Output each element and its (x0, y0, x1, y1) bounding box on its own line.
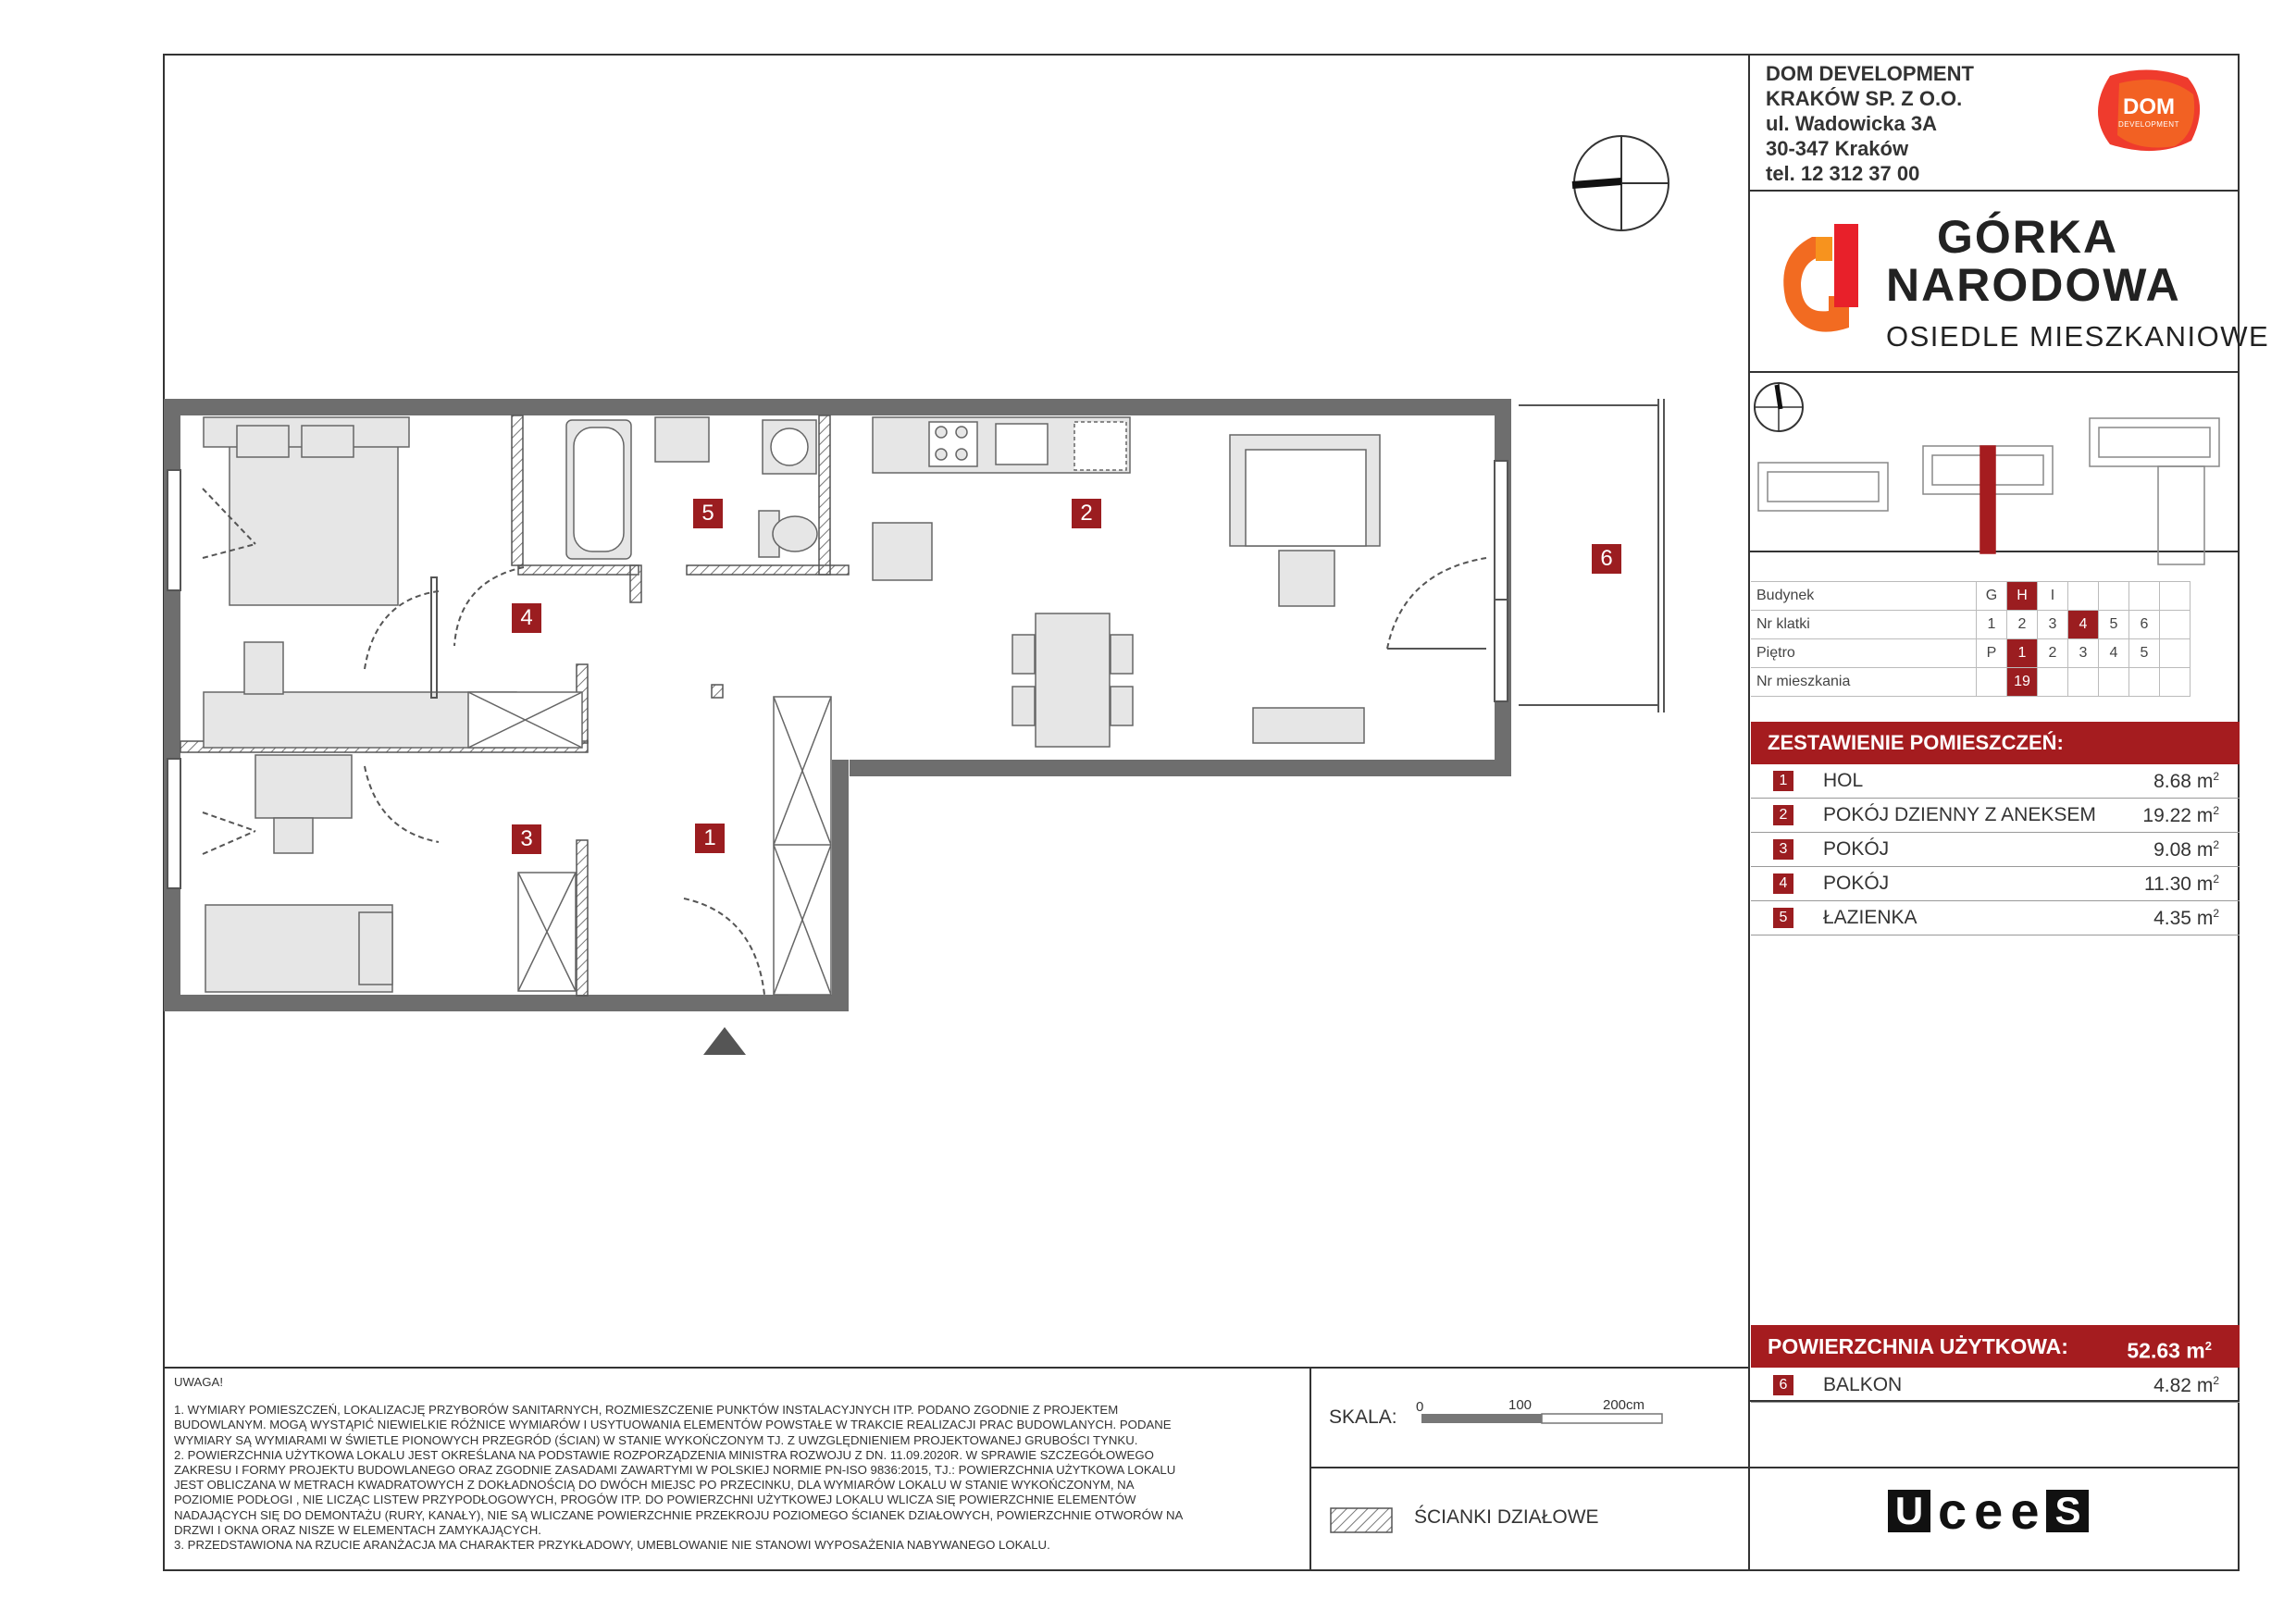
gorka-narodowa-logo (1775, 218, 1882, 348)
apartment-label: Nr mieszkania (1751, 668, 1977, 697)
staircase-row (1751, 611, 2191, 639)
plan-room-number: 5 (693, 499, 723, 528)
total-area-value: 52.63 $m^2$ (2127, 1338, 2212, 1363)
floor-row (1751, 639, 2191, 668)
notes-line: POZIOMIE PODŁOGI , NIE LICZĄC LISTEW PRZYPODŁOGOWYCH, PROGÓW ITP. DO POWIERZCHNI UŻYTKOWEJ LOKALU WLICZA SIĘ POWIERZCHNIE ELEMENTÓW (174, 1493, 1136, 1507)
legend-hatch-swatch (1331, 1508, 1392, 1532)
floor-option-selected: 1 (2007, 639, 2038, 668)
room-area: 8.68 $m^2$ (2153, 770, 2219, 792)
notes-line: DRZWI I OKNA ORAZ NISZE W ELEMENTACH ZAMYKAJĄCYCH. (174, 1522, 541, 1537)
staircase-option: 5 (2099, 611, 2129, 639)
balcony-area: 4.82 $m^2$ (2153, 1374, 2219, 1396)
total-area (1751, 1325, 2240, 1368)
building-option: G (1977, 582, 2007, 611)
room-name: POKÓJ (1823, 873, 1890, 894)
room-number: 1 (1773, 771, 1793, 791)
staircase-option: 6 (2129, 611, 2160, 639)
scale-bar (1421, 1414, 1662, 1423)
furniture (204, 417, 1380, 995)
apartment-number: 19 (2007, 668, 2038, 697)
floor-label: Piętro (1751, 639, 1977, 668)
room-area: 9.08 $m^2$ (2153, 838, 2219, 861)
room-name: POKÓJ DZIENNY Z ANEKSEM (1823, 804, 2096, 825)
balcony-number: 6 (1773, 1375, 1793, 1395)
notes-heading: UWAGA! (174, 1375, 223, 1389)
dom-logo-subtext: DEVELOPMENT (2118, 120, 2179, 129)
company-city: 30-347 Kraków (1766, 137, 1909, 160)
room-row (1751, 901, 2240, 935)
staircase-option: 1 (1977, 611, 2007, 639)
building-row (1751, 582, 2191, 611)
company-street: ul. Wadowicka 3A (1766, 112, 1938, 135)
company-phone: tel. 12 312 37 00 (1766, 162, 1920, 185)
notes-line: 1. WYMIARY POMIESZCZEŃ, LOKALIZACJĘ PRZYBORÓW SANITARNYCH, ROZMIESZCZENIE PUNKTÓW INSTALACYJNYCH ITP. PODANO ZGODNIE Z PROJEKTEM (174, 1403, 1119, 1418)
room-row (1751, 799, 2240, 833)
floor-option: 4 (2099, 639, 2129, 668)
floor-option: 5 (2129, 639, 2160, 668)
notes-line: BUDOWLANYM. MOGĄ WYSTĄPIĆ NIEWIELKIE RÓŻNICE WYMIARÓW I USYTUOWANIA ELEMENTÓW POWSTAŁE W TRAKCIE REALIZACJI PRAC BUDOWLANYCH. PODANE (174, 1418, 1172, 1432)
floor-option: 2 (2038, 639, 2068, 668)
project-subtitle: OSIEDLE MIESZKANIOWE (1886, 320, 2270, 353)
balcony-name: BALKON (1823, 1374, 1903, 1395)
dom-logo-text: DOM (2123, 94, 2175, 119)
building-option-selected: H (2007, 582, 2038, 611)
room-name: HOL (1823, 770, 1864, 791)
ucees-logo (1888, 1481, 2089, 1540)
room-row (1751, 867, 2240, 901)
notes-line: WYMIARY SĄ WYMIARAMI W ŚWIETLE PIONOWYCH PRZEGRÓD (ŚCIAN) W STANIE WYKOŃCZONYM TJ. Z UWZGLĘDNIENIEM PROJEKTOWANEJ GRUBOŚCI TYNKU. (174, 1432, 1138, 1447)
staircase-option-selected: 4 (2068, 611, 2099, 639)
plan-room-number: 4 (512, 603, 541, 633)
balcony-row (1751, 1369, 2240, 1403)
notes-line: JEST OBLICZANA W METRACH KWADRATOWYCH Z DOKŁADNOŚCIĄ DO DWÓCH MIEJSC PO PRZECINKU, DLA WYMIARÓW LOKALU W STANIE WYKOŃCZONYM, NA (174, 1478, 1135, 1493)
room-number: 3 (1773, 839, 1793, 860)
scale-mark: 0 (1416, 1399, 1424, 1415)
notes-line: 2. POWIERZCHNIA UŻYTKOWA LOKALU JEST OKREŚLANA NA PODSTAWIE ROZPORZĄDZENIA MINISTRA ROZWOJU Z DN. 11.09.2020R. W SPRAWIE SZCZEGÓŁOWEGO (174, 1447, 1154, 1462)
plan-room-number: 1 (695, 824, 725, 853)
plan-room-number: 3 (512, 824, 541, 854)
scale-mark: 100 (1508, 1397, 1533, 1413)
room-area: 19.22 $m^2$ (2142, 804, 2219, 826)
room-number: 5 (1773, 908, 1793, 928)
total-area-label: POWIERZCHNIA UŻYTKOWA: (1768, 1334, 2068, 1358)
room-row (1751, 833, 2240, 867)
notes (174, 1375, 1294, 1553)
room-area: 11.30 $m^2$ (2143, 873, 2219, 895)
staircase-option: 3 (2038, 611, 2068, 639)
building-label: Budynek (1751, 582, 1977, 611)
staircase-option: 2 (2007, 611, 2038, 639)
compass-icon (1572, 136, 1669, 230)
project-name-line1: GÓRKA (1937, 211, 2119, 263)
scale-mark: 200cm (1603, 1397, 1645, 1413)
apartment-row (1751, 668, 2191, 697)
ucees-letter: S (2046, 1490, 2089, 1532)
notes-line: 3. PRZEDSTAWIONA NA RZUCIE ARANŻACJA MA CHARAKTER PRZYKŁADOWY, UMEBLOWANIE NIE STANOWI WYPOSAŻENIA NABYWANEGO LOKALU. (174, 1538, 1050, 1553)
notes-line: NADAJĄCYCH SIĘ DO DEMONTAŻU (RURY, KANAŁY), NIE SĄ WLICZANE POWIERZCHNIE PRZEKROJU POZIOMEGO ŚCIANEK DZIAŁOWYCH, POWIERZCHNIE OTWORÓW NA (174, 1507, 1184, 1522)
key-plan (1755, 383, 2219, 564)
ucees-letter: e (1974, 1481, 2004, 1540)
plan-room-number: 6 (1592, 544, 1621, 574)
staircase-label: Nr klatki (1751, 611, 1977, 639)
company-address (1766, 61, 1974, 186)
notes-line: ZAKRESU I FORMY PROJEKTU BUDOWLANEGO ORAZ ZGODNIE ZASADAMI ZAWARTYMI W POLSKIEJ NORMIE PN-ISO 9836:2015, TJ.: POWIERZCHNIA UŻYTKOWA LOKALU (174, 1463, 1176, 1478)
company-name-2: KRAKÓW SP. Z O.O. (1766, 87, 1963, 110)
ucees-letter: U (1888, 1490, 1930, 1532)
company-name: DOM DEVELOPMENT (1766, 62, 1974, 85)
project-name-line2: NARODOWA (1886, 259, 2181, 311)
room-number: 2 (1773, 805, 1793, 825)
room-row (1751, 764, 2240, 799)
ucees-letter: c (1938, 1481, 1967, 1540)
ucees-letter: e (2010, 1481, 2040, 1540)
room-area: 4.35 $m^2$ (2153, 907, 2219, 929)
plan-room-number: 2 (1072, 499, 1101, 528)
rooms-heading: ZESTAWIENIE POMIESZCZEŃ: (1751, 722, 2240, 764)
floor-option: 3 (2068, 639, 2099, 668)
building-option: I (2038, 582, 2068, 611)
legend-label: ŚCIANKI DZIAŁOWE (1414, 1506, 1599, 1528)
room-name: POKÓJ (1823, 838, 1890, 860)
floor-option: P (1977, 639, 2007, 668)
scale-label: SKALA: (1329, 1406, 1397, 1428)
room-name: ŁAZIENKA (1823, 907, 1917, 928)
entrance-icon (703, 1027, 746, 1055)
location-table (1751, 581, 2191, 697)
room-number: 4 (1773, 873, 1793, 894)
